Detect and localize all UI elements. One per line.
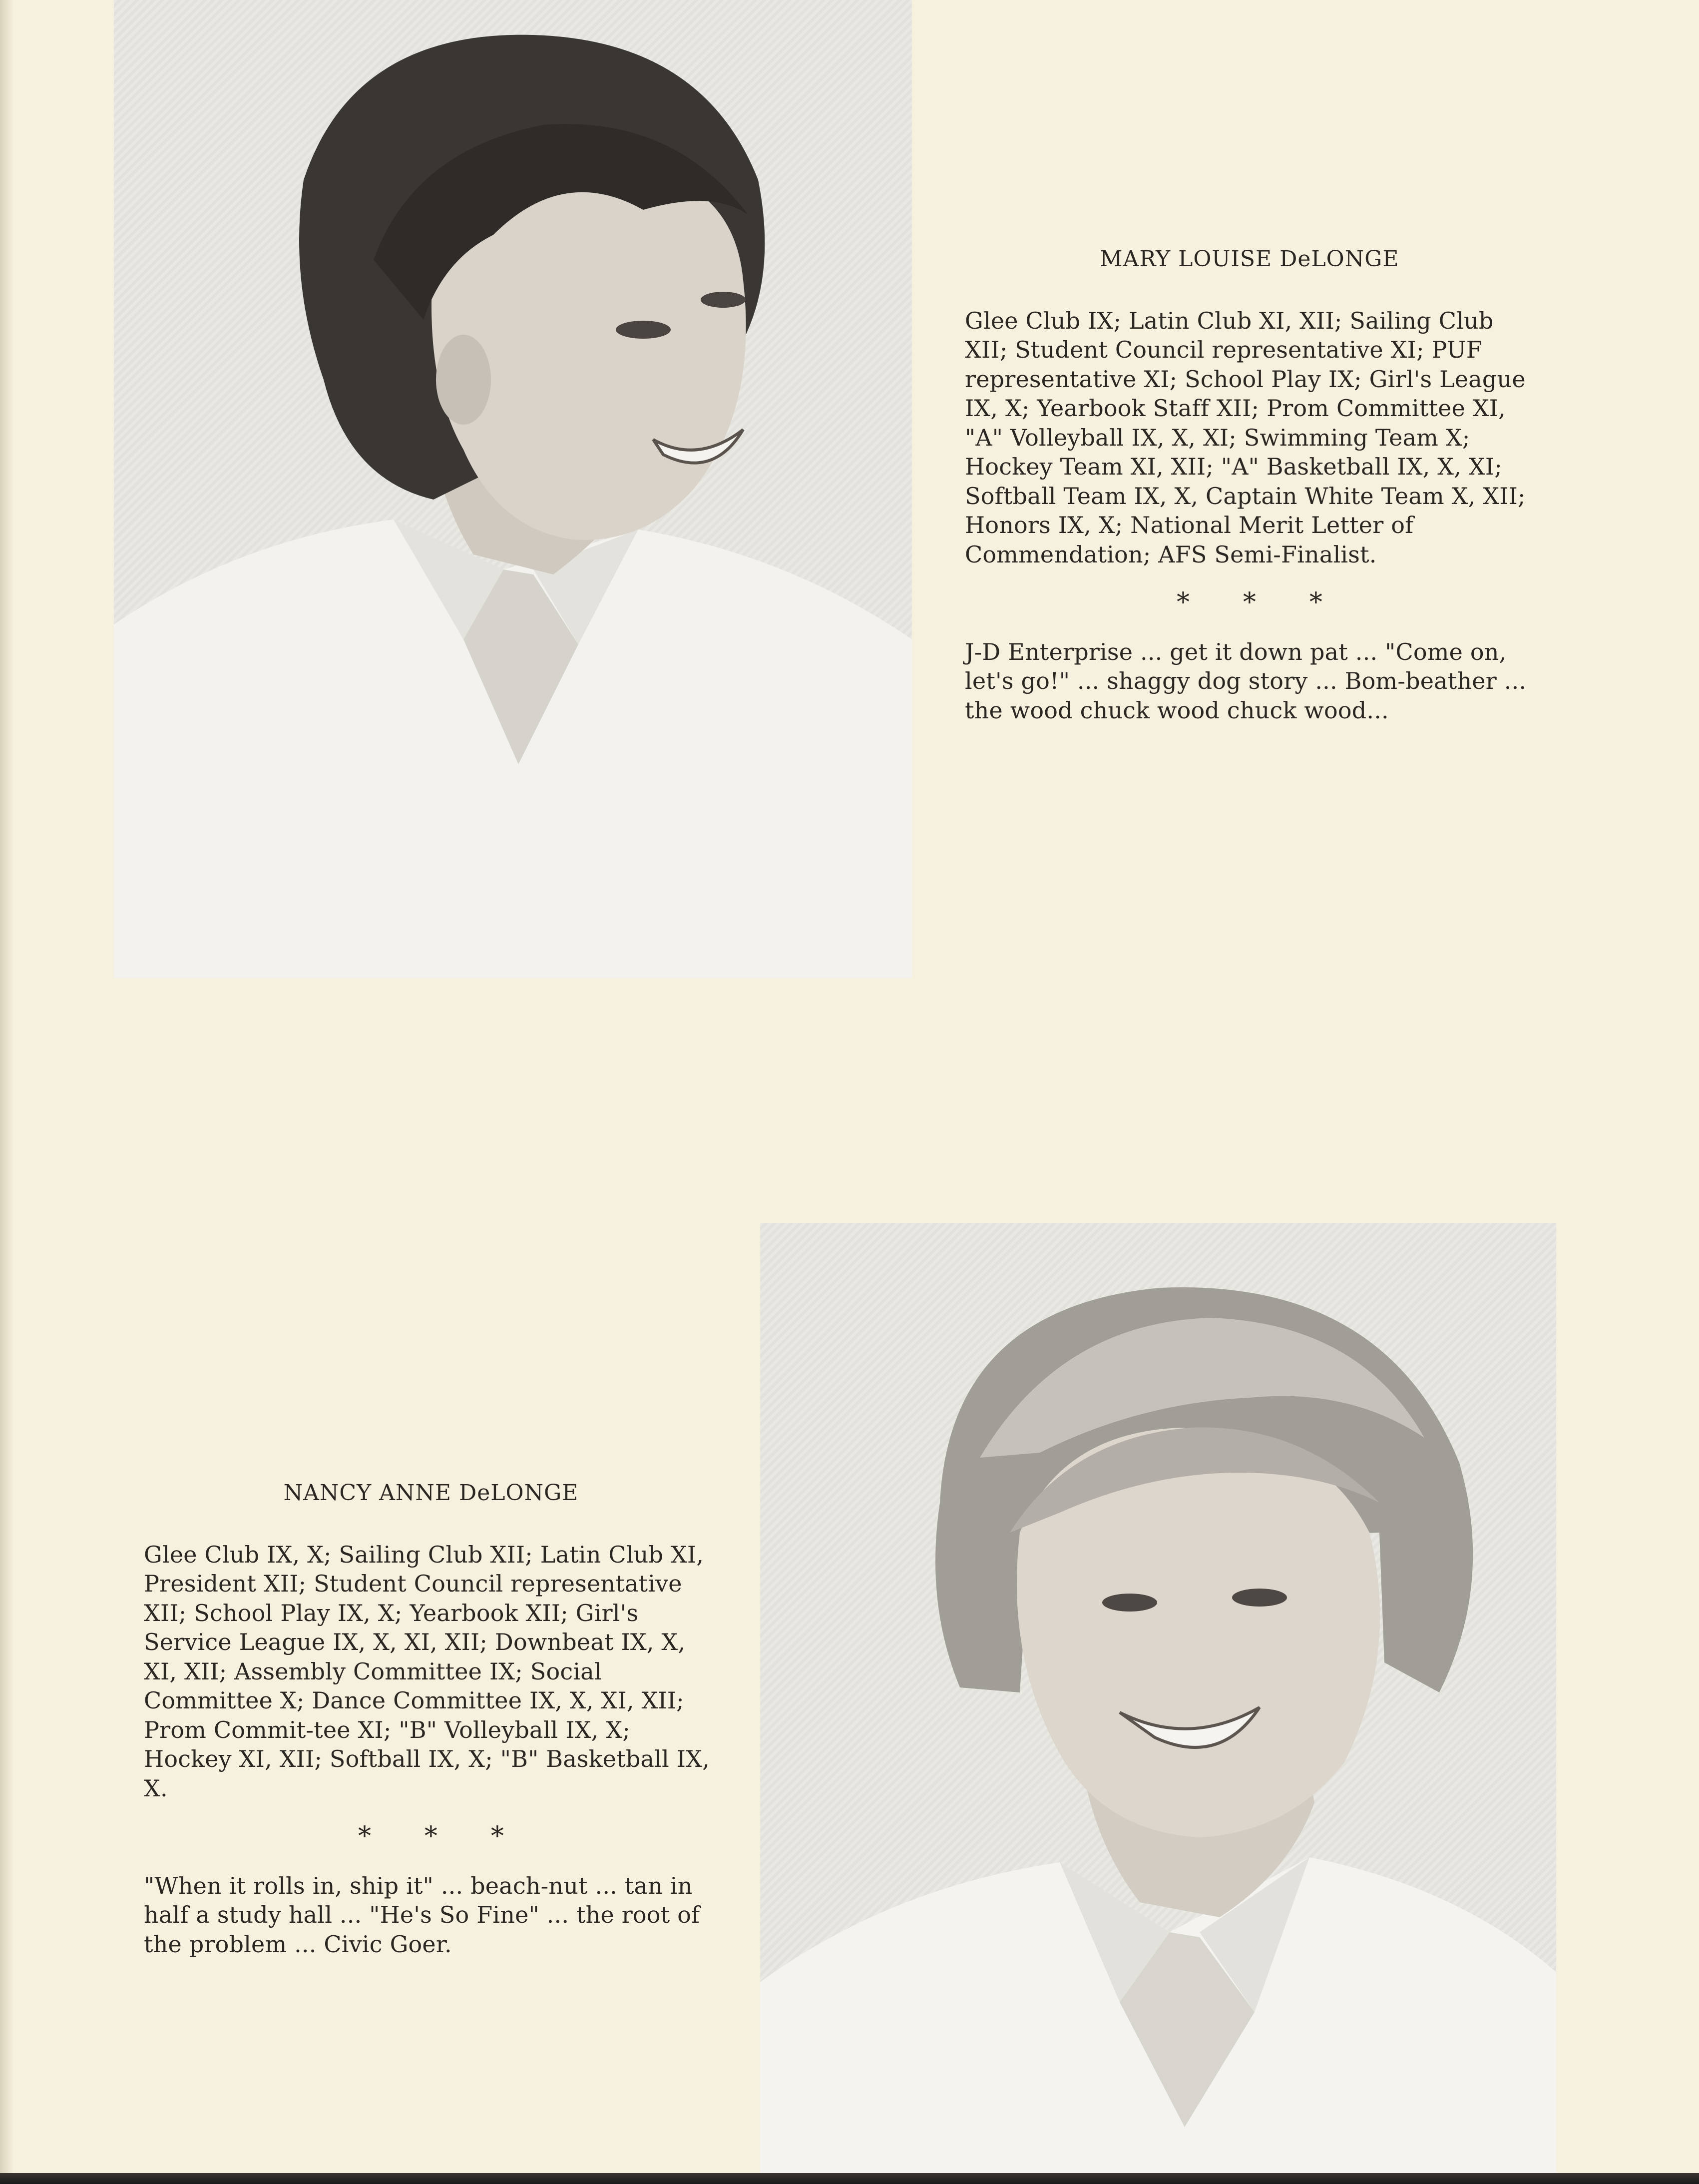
senior-bio-mary-louise — [965, 245, 1534, 725]
binding-edge — [0, 0, 14, 2184]
asterisk-separator: * * * — [358, 1821, 504, 1851]
senior-name: NANCY ANNE DeLONGE — [283, 1480, 579, 1506]
portrait-photo-nancy-anne — [760, 1223, 1556, 2184]
portrait-photo-mary-louise — [114, 0, 912, 978]
senior-activities: Glee Club IX, X; Sailing Club XII; Latin Club XI, President XII; Student Council representative XII; School Play IX, X; Yearbook XII; Girl's Service League IX, X, XI, XII; Downbeat IX, X, XI, XII; Assembly Committee IX; Social Committee X; Dance Committee IX, X, XI, XII; Prom Commit-tee XI; "B" Volleyball IX, X; Hockey XI, XII; Softball IX, X; "B" Basketball IX, X. — [144, 1541, 710, 1802]
asterisk-separator: * * * — [1176, 587, 1323, 617]
senior-remarks: "When it rolls in, ship it" ... beach-nut ... tan in half a study hall ... "He's So Fine" ... the root of the problem ... Civic Goer. — [144, 1872, 700, 1958]
senior-activities: Glee Club IX; Latin Club XI, XII; Sailing Club XII; Student Council representative XI; PUF representative XI; School Play IX; Girl's League IX, X; Yearbook Staff XII; Prom Committee XI, "A" Volleyball IX, X, XI; Swimming Team X; Hockey Team XI, XII; "A" Basketball IX, X, XI; Softball Team IX, X, Captain White Team X, XII; Honors IX, X; National Merit Letter of Commendation; AFS Semi-Finalist. — [965, 307, 1526, 568]
senior-remarks: J-D Enterprise ... get it down pat ... "Come on, let's go!" ... shaggy dog story ... Bom-beather ... the wood chuck wood chuck wood... — [965, 638, 1527, 724]
senior-bio-nancy-anne — [144, 1479, 718, 1959]
page-bottom-shadow — [0, 2173, 1699, 2184]
senior-name: MARY LOUISE DeLONGE — [1100, 246, 1399, 272]
